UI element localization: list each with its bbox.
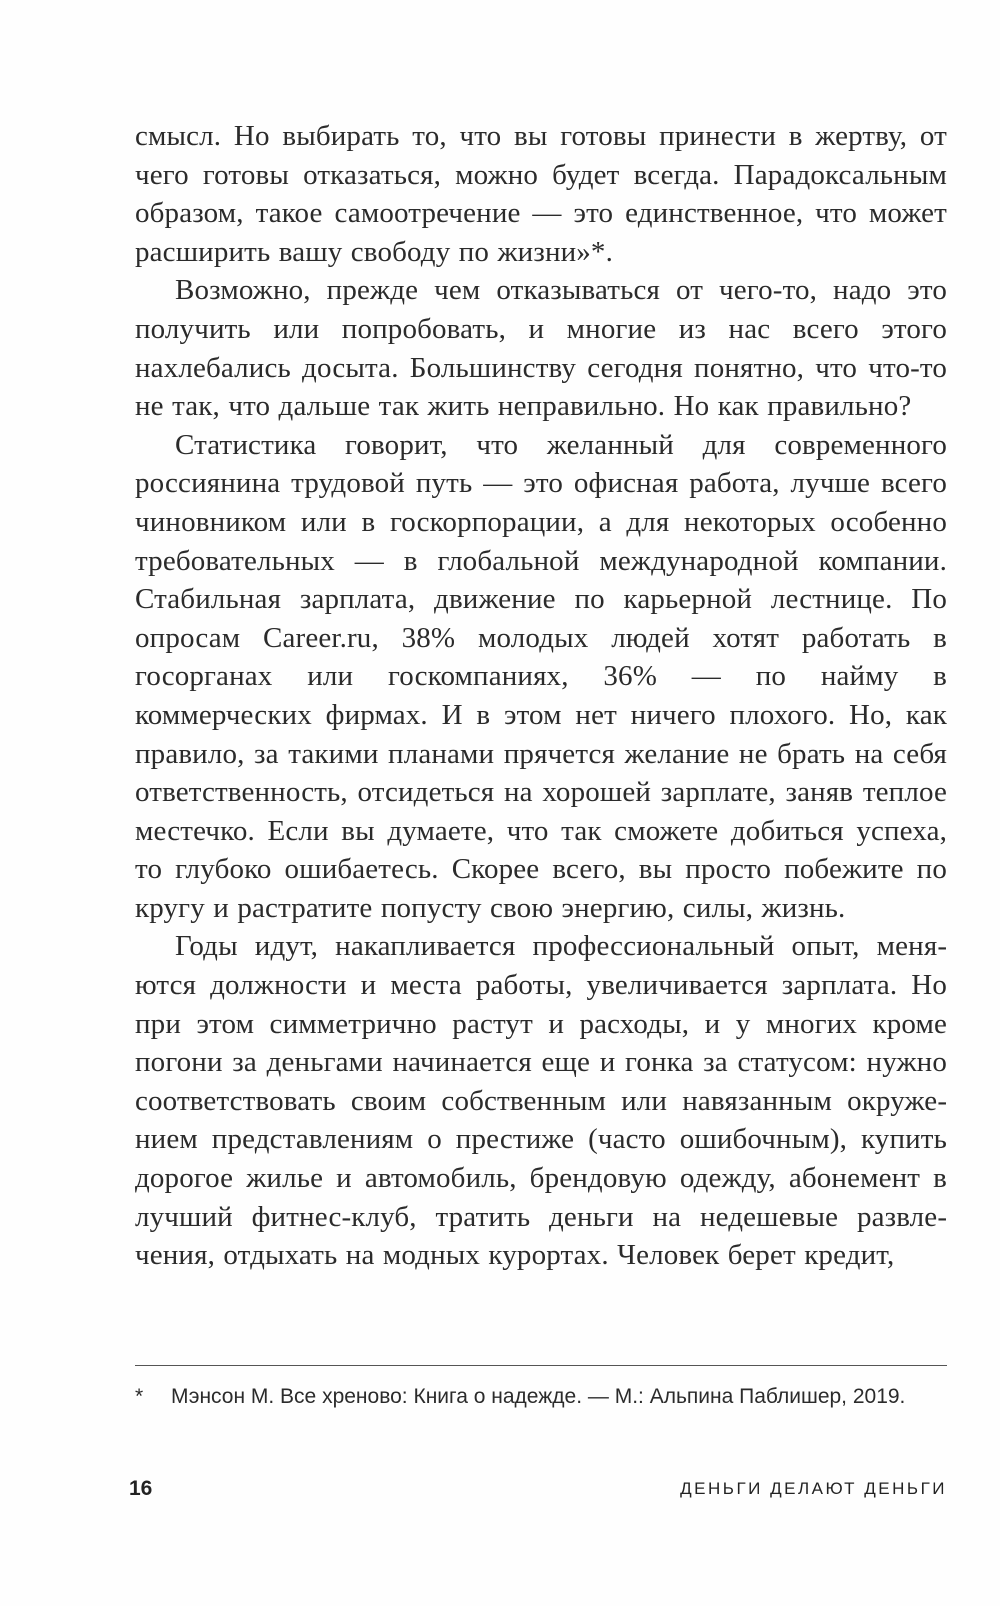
paragraph-1: смысл. Но выбирать то, что вы готовы принести в жертву, от чего готовы отказаться, можно будет всегда. Парадоксальным образом, такое самоотречение — это единственное, что может расширить вашу свободу по жизни»*. [135,120,947,268]
footnote-divider [135,1365,947,1366]
main-text [135,117,947,1275]
footnote [135,1382,947,1411]
footnote-text: Мэнсон М. Все хреново: Книга о надежде. — М.: Альпина Паблишер, 2019. [171,1385,906,1408]
paragraph-4: Годы идут, накапливается профессиональный опыт, меняются должности и места работы, увеличивается зарплата. Но при этом симметрично растут и расходы, и у многих кроме погони за деньгами начинается еще и гонка за статусом: нужно соответствовать своим собственным или навязанным окружением представлениям о престиже (часто ошибочным), купить дорогое жилье и автомобиль, брендовую одежду, абонемент в лучший фитнес-клуб, тратить деньги на недешевые развлечения, отдыхать на модных курортах. Человек берет кредит, [135,930,947,1272]
paragraph-2: Возможно, прежде чем отказываться от чего-то, надо это получить или попробовать, и многие из нас всего этого нахлебались досыта. Большинству сегодня понятно, что что-то не так, что дальше так жить неправильно. Но как правильно? [135,274,947,423]
page-number: 16 [129,1477,153,1500]
footnote-mark: * [135,1385,144,1408]
running-title: ДЕНЬГИ ДЕЛАЮТ ДЕНЬГИ [680,1479,947,1498]
paragraph-3: Статистика говорит, что желанный для современного россиянина трудовой путь — это офисная работа, лучше всего чиновником или в госкорпорации, а для некоторых особенно требовательных — в глобальной международной компании. Стабильная зарплата, движение по карьерной лестнице. По опросам Career.ru, 38% молодых людей хотят работать в госорганах или госкомпаниях, 36% — по найму в коммерческих фирмах. И в этом нет ничего плохого. Но, как правило, за такими планами прячется желание не брать на себя ответственность, отсидеться на хорошей зарплате, заняв теплое местечко. Если вы думаете, что так сможете добиться успеха, то глубоко ошибаетесь. Скорее всего, вы просто побежите по кругу и растратите попусту свою энергию, силы, жизнь. [135,428,947,924]
